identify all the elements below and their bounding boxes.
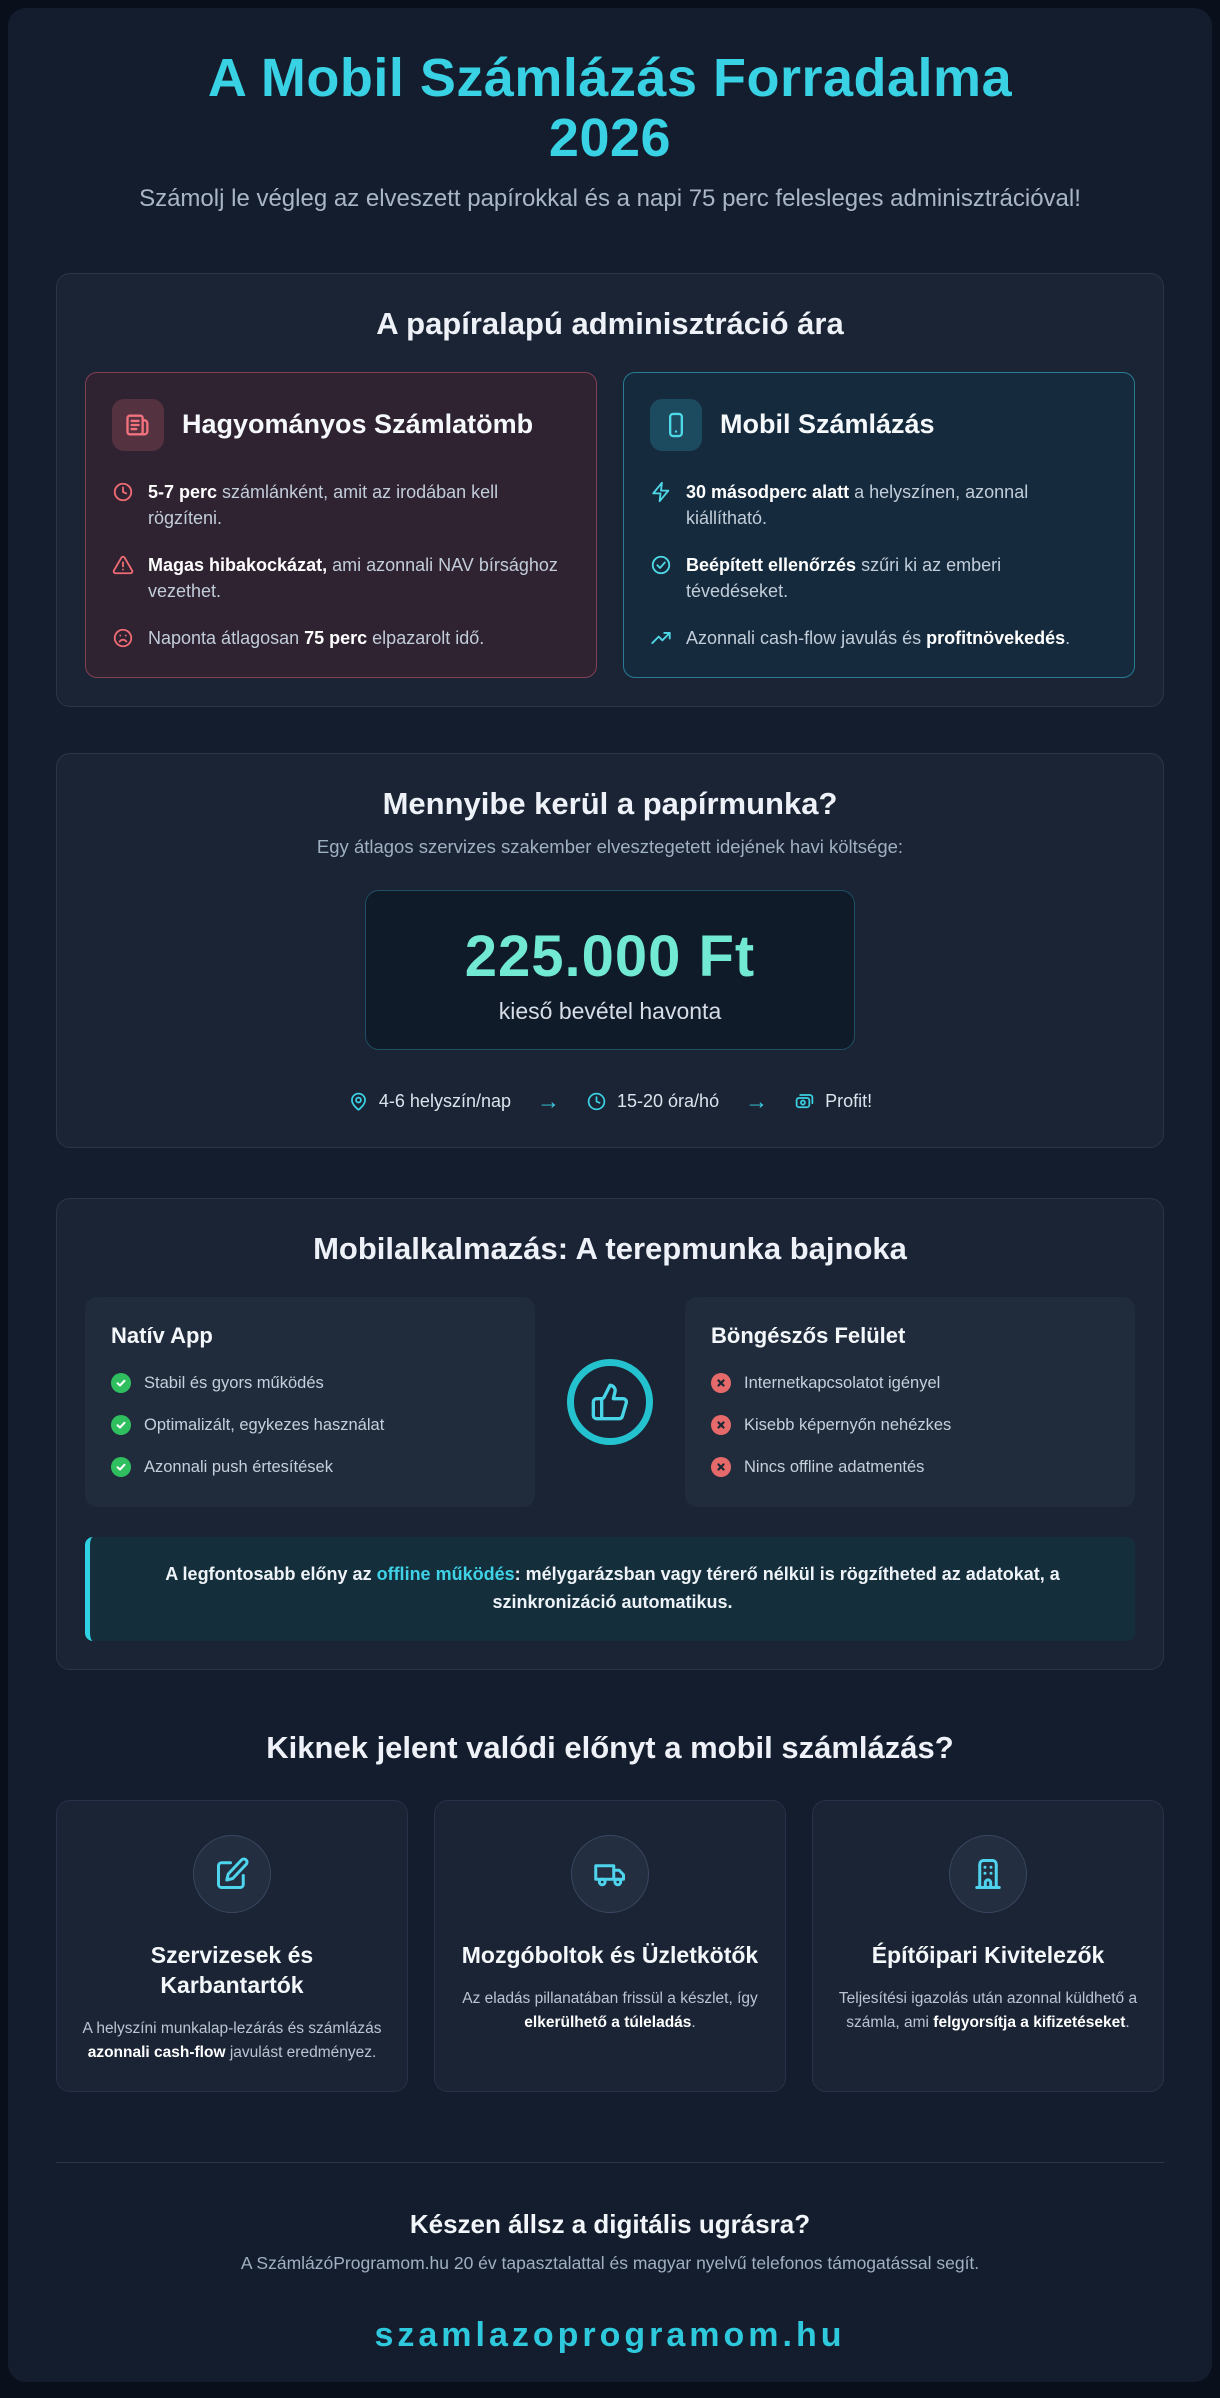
check-dot-icon — [111, 1373, 131, 1393]
check-dot-icon — [111, 1457, 131, 1477]
footer-heading: Készen állsz a digitális ugrásra? — [409, 2209, 811, 2239]
audience-card-title: Mozgóboltok és Üzletkötők — [461, 1942, 759, 1969]
list-item: 30 másodperc alatt a helyszínen, azonnal kiállítható. — [650, 479, 1108, 531]
list-item: Naponta átlagosan 75 perc elpazarolt idő. — [112, 625, 570, 651]
section-mobile-app — [56, 1198, 1164, 1670]
native-app-title: Natív App — [111, 1323, 213, 1349]
audience-heading: Kiknek jelent valódi előnyt a mobil számlázás? — [266, 1730, 954, 1766]
cost-highlight-box — [365, 890, 855, 1050]
paper-card-list — [112, 479, 570, 651]
native-app-list — [111, 1373, 509, 1477]
arrow-icon: → — [745, 1088, 769, 1115]
check-circle-icon — [650, 554, 672, 576]
arrow-icon: → — [537, 1088, 560, 1115]
browser-title: Böngészős Felület — [711, 1323, 906, 1349]
stat-locations — [348, 1091, 511, 1112]
thumbs-up-icon — [567, 1359, 653, 1445]
zap-icon — [650, 481, 672, 503]
list-item: Stabil és gyors működés — [111, 1373, 509, 1393]
native-app-panel — [85, 1297, 535, 1507]
page-subtitle: Számolj le végleg az elveszett papírokkal és a napi 75 perc felesleges adminisztrációval! — [139, 184, 1081, 212]
smartphone-icon — [650, 399, 702, 451]
x-dot-icon — [711, 1373, 731, 1393]
audience-card-title: Szervizesek és Karbantartók — [150, 1942, 314, 1999]
cost-heading: Mennyibe kerül a papírmunka? — [382, 786, 838, 822]
truck-icon — [571, 1835, 649, 1913]
list-item: Magas hibakockázat, ami azonnali NAV bírsághoz vezethet. — [112, 552, 570, 604]
paper-card-header — [112, 399, 570, 451]
footer-subtitle: A SzámlázóProgramom.hu 20 év tapasztalattal és magyar nyelvű telefonos támogatással segít. — [240, 2253, 980, 2273]
section-comparison — [56, 273, 1164, 707]
comparison-grid — [85, 372, 1135, 678]
check-dot-icon — [111, 1415, 131, 1435]
audience-card-text: A helyszíni munkalap-lezárás és számlázás azonnali cash-flow javulást eredményez. — [82, 2019, 382, 2061]
mobile-card-list — [650, 479, 1108, 651]
app-vs-row — [85, 1297, 1135, 1507]
audience-card-servicers — [56, 1800, 408, 2092]
stat-profit — [794, 1091, 872, 1112]
footer — [56, 2163, 1164, 2355]
offline-callout: A legfontosabb előny az offline működés: mélygarázsban vagy térerő nélkül is rögzítheted az adatokat, a szinkronizáció automatikus. — [85, 1537, 1135, 1641]
map-pin-icon — [348, 1091, 369, 1112]
page-title — [56, 48, 1164, 169]
cash-icon — [794, 1091, 815, 1112]
invoice-pad-icon — [112, 399, 164, 451]
cost-stats-row — [85, 1090, 1135, 1113]
page-title-line1: A Mobil Számlázás Forradalma — [207, 48, 1013, 108]
list-item: Azonnali push értesítések — [111, 1457, 509, 1477]
edit-icon — [193, 1835, 271, 1913]
audience-card-mobile-shops — [434, 1800, 786, 2092]
trending-up-icon — [650, 627, 672, 649]
section-cost — [56, 753, 1164, 1148]
list-item: Nincs offline adatmentés — [711, 1457, 1109, 1477]
cost-subtitle: Egy átlagos szervizes szakember elvesztegetett idejének havi költsége: — [316, 836, 904, 858]
mobile-invoice-card — [623, 372, 1135, 678]
list-item: 5-7 perc számlánként, amit az irodában kell rögzíteni. — [112, 479, 570, 531]
page-container — [8, 8, 1212, 2382]
page-title-line2: 2026 — [548, 108, 672, 169]
paper-invoice-card — [85, 372, 597, 678]
browser-list — [711, 1373, 1109, 1477]
footer-url-link[interactable]: szamlazoprogramom.hu — [374, 2316, 846, 2354]
callout-highlight: offline működés — [376, 1564, 515, 1585]
building-icon — [949, 1835, 1027, 1913]
app-heading: Mobilalkalmazás: A terepmunka bajnoka — [313, 1231, 907, 1267]
cost-value: 225.000 Ft — [464, 924, 756, 990]
x-dot-icon — [711, 1457, 731, 1477]
cost-caption: kieső bevétel havonta — [498, 998, 722, 1025]
audience-card-text: Az eladás pillanatában frissül a készlet, így elkerülhető a túleladás. — [462, 1990, 758, 2032]
stat-label: 4-6 helyszín/nap — [378, 1091, 511, 1112]
browser-panel — [685, 1297, 1135, 1507]
list-item: Optimalizált, egykezes használat — [111, 1415, 509, 1435]
stat-label: Profit! — [825, 1091, 873, 1112]
stat-label: 15-20 óra/hó — [617, 1091, 720, 1112]
list-item: Beépített ellenőrzés szűri ki az emberi tévedéseket. — [650, 552, 1108, 604]
mobile-card-title: Mobil Számlázás — [720, 409, 935, 440]
stat-hours — [586, 1091, 719, 1112]
mobile-card-header — [650, 399, 1108, 451]
comparison-heading: A papíralapú adminisztráció ára — [376, 305, 844, 341]
paper-card-title: Hagyományos Számlatömb — [182, 409, 534, 440]
audience-card-title: Építőipari Kivitelezők — [871, 1942, 1105, 1969]
warning-icon — [112, 554, 134, 576]
list-item: Azonnali cash-flow javulás és profitnövekedés. — [650, 625, 1108, 651]
list-item: Internetkapcsolatot igényel — [711, 1373, 1109, 1393]
audience-card-construction — [812, 1800, 1164, 2092]
frown-icon — [112, 627, 134, 649]
audience-heading-row — [56, 1726, 1164, 1766]
audience-card-text: Teljesítési igazolás után azonnal küldhető a számla, ami felgyorsítja a kifizetéseket. — [838, 1990, 1138, 2032]
list-item: Kisebb képernyőn nehézkes — [711, 1415, 1109, 1435]
audience-grid — [56, 1800, 1164, 2092]
clock-icon — [112, 481, 134, 503]
clock-icon — [586, 1091, 607, 1112]
x-dot-icon — [711, 1415, 731, 1435]
